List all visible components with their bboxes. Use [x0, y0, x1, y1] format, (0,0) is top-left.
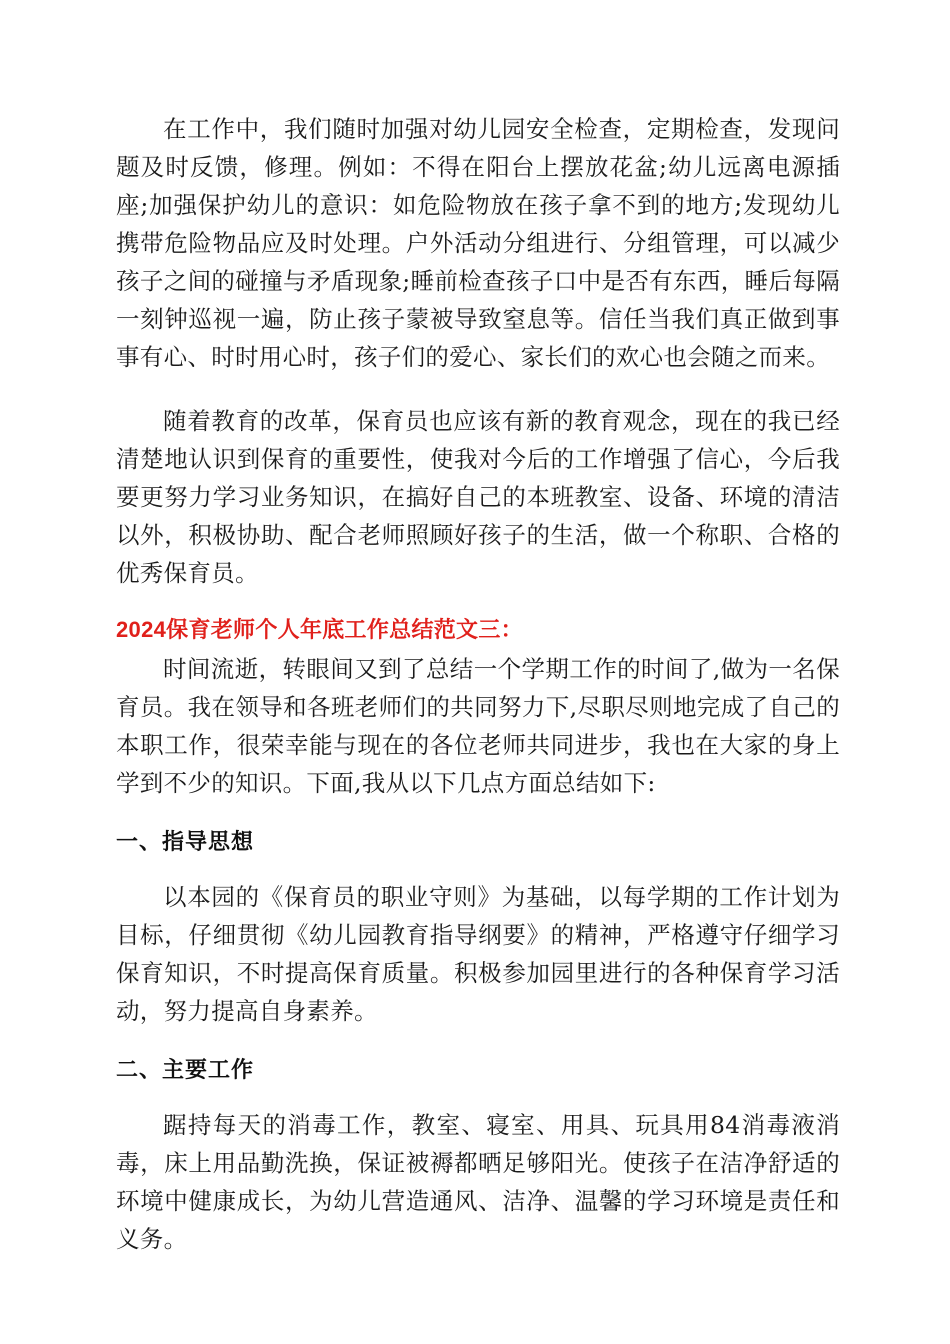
- section-heading-guiding-ideology: 一、指导思想: [116, 829, 255, 854]
- section-heading-main-work: 二、主要工作: [116, 1057, 255, 1082]
- paragraph-main-work: 踞持每天的消毒工作，教室、寝室、用具、玩具用84消毒液消毒，床上用品勤洗换，保证被褥都晒足够阳光。使孩子在洁净舒适的环境中健康成长，为幼儿营造通风、洁净、温馨的学习环境是责任和义务。: [116, 1111, 840, 1253]
- paragraph-safety-checks: 在工作中，我们随时加强对幼儿园安全检查，定期检查，发现问题及时反馈，修理。例如：不得在阳台上摆放花盆;幼儿远离电源插座;加强保护幼儿的意识：如危险物放在孩子拿不到的地方;发现幼儿携带危险物品应及时处理。户外活动分组进行、分组管理，可以减少孩子之间的碰撞与矛盾现象;睡前检查孩子口中是否有东西，睡后每隔一刻钟巡视一遍，防止孩子蒙被导致窒息等。信任当我们真正做到事事有心、时时用心时，孩子们的爱心、家长们的欢心也会随之而来。: [116, 115, 840, 371]
- paragraph-introduction: 时间流逝，转眼间又到了总结一个学期工作的时间了,做为一名保育员。我在领导和各班老师们的共同努力下,尽职尽则地完成了自己的本职工作，很荣幸能与现在的各位老师共同进步，我也在大家的身上学到不少的知识。下面,我从以下几点方面总结如下:: [116, 655, 840, 797]
- article-title: 2024保育老师个人年底工作总结范文三：: [116, 617, 523, 642]
- paragraph-guiding-ideology: 以本园的《保育员的职业守则》为基础，以每学期的工作计划为目标，仔细贯彻《幼儿园教育指导纲要》的精神，严格遵守仔细学习保育知识，不时提高保育质量。积极参加园里进行的各种保育学习活动，努力提高自身素养。: [116, 883, 840, 1025]
- paragraph-education-reform: 随着教育的改革，保育员也应该有新的教育观念，现在的我已经清楚地认识到保育的重要性，使我对今后的工作增强了信心，今后我要更努力学习业务知识，在搞好自己的本班教室、设备、环境的清洁以外，积极协助、配合老师照顾好孩子的生活，做一个称职、合格的优秀保育员。: [116, 407, 840, 587]
